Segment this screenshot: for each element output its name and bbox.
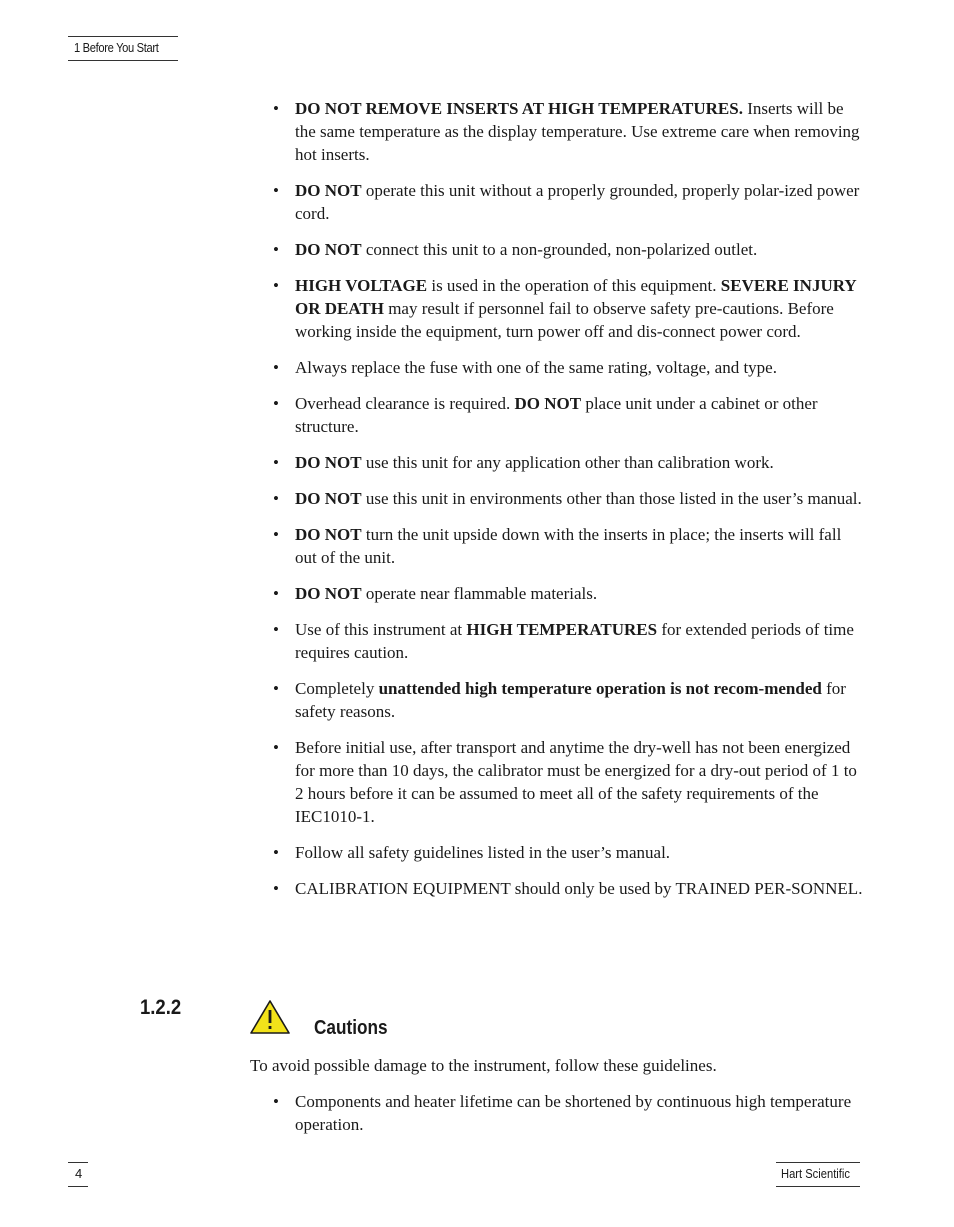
list-item: • Overhead clearance is required. DO NOT place unit under a cabinet or other structure. [272,392,864,438]
list-item: • HIGH VOLTAGE is used in the operation of this equipment. SEVERE INJURY OR DEATH may result if personnel fail to observe safety pre-cautions. Before working inside the equipment, turn power off and dis-connect power cord. [272,274,864,343]
warnings-list [272,97,864,913]
section-title: Cautions [314,1017,388,1039]
list-item: • DO NOT operate near flammable materials. [272,582,864,605]
chapter-title: 1 Before You Start [74,40,159,55]
list-item: • Use of this instrument at HIGH TEMPERATURES for extended periods of time requires caution. [272,618,864,664]
list-item: • DO NOT use this unit in environments other than those listed in the user’s manual. [272,487,864,510]
section-intro: To avoid possible damage to the instrument, follow these guidelines. [250,1056,717,1075]
footer-brand: Hart Scientific [776,1162,860,1187]
page-number: 4 [68,1162,88,1187]
list-item: • DO NOT connect this unit to a non-grounded, non-polarized outlet. [272,238,864,261]
list-item: • Always replace the fuse with one of the same rating, voltage, and type. [272,356,864,379]
section-number: 1.2.2 [140,996,182,1019]
list-item: • Components and heater lifetime can be shortened by continuous high temperature operation. [272,1090,864,1136]
list-item: • Completely unattended high temperature operation is not recom-mended for safety reasons. [272,677,864,723]
running-header [68,36,178,61]
list-item: • Before initial use, after transport and anytime the dry-well has not been energized for more than 10 days, the calibrator must be energized for a dry-out period of 1 to 2 hours before it can be assumed to meet all of the safety requirements of the IEC1010-1. [272,736,864,828]
warning-triangle-icon [249,999,291,1035]
list-item: • DO NOT turn the unit upside down with the inserts in place; the inserts will fall out of the unit. [272,523,864,569]
list-item: • DO NOT REMOVE INSERTS AT HIGH TEMPERATURES. Inserts will be the same temperature as the display temperature. Use extreme care when removing hot inserts. [272,97,864,166]
list-item: • DO NOT operate this unit without a properly grounded, properly polar-ized power cord. [272,179,864,225]
cautions-list [272,1090,864,1149]
list-item: • CALIBRATION EQUIPMENT should only be used by TRAINED PER-SONNEL. [272,877,864,900]
list-item: • DO NOT use this unit for any application other than calibration work. [272,451,864,474]
list-item: • Follow all safety guidelines listed in the user’s manual. [272,841,864,864]
